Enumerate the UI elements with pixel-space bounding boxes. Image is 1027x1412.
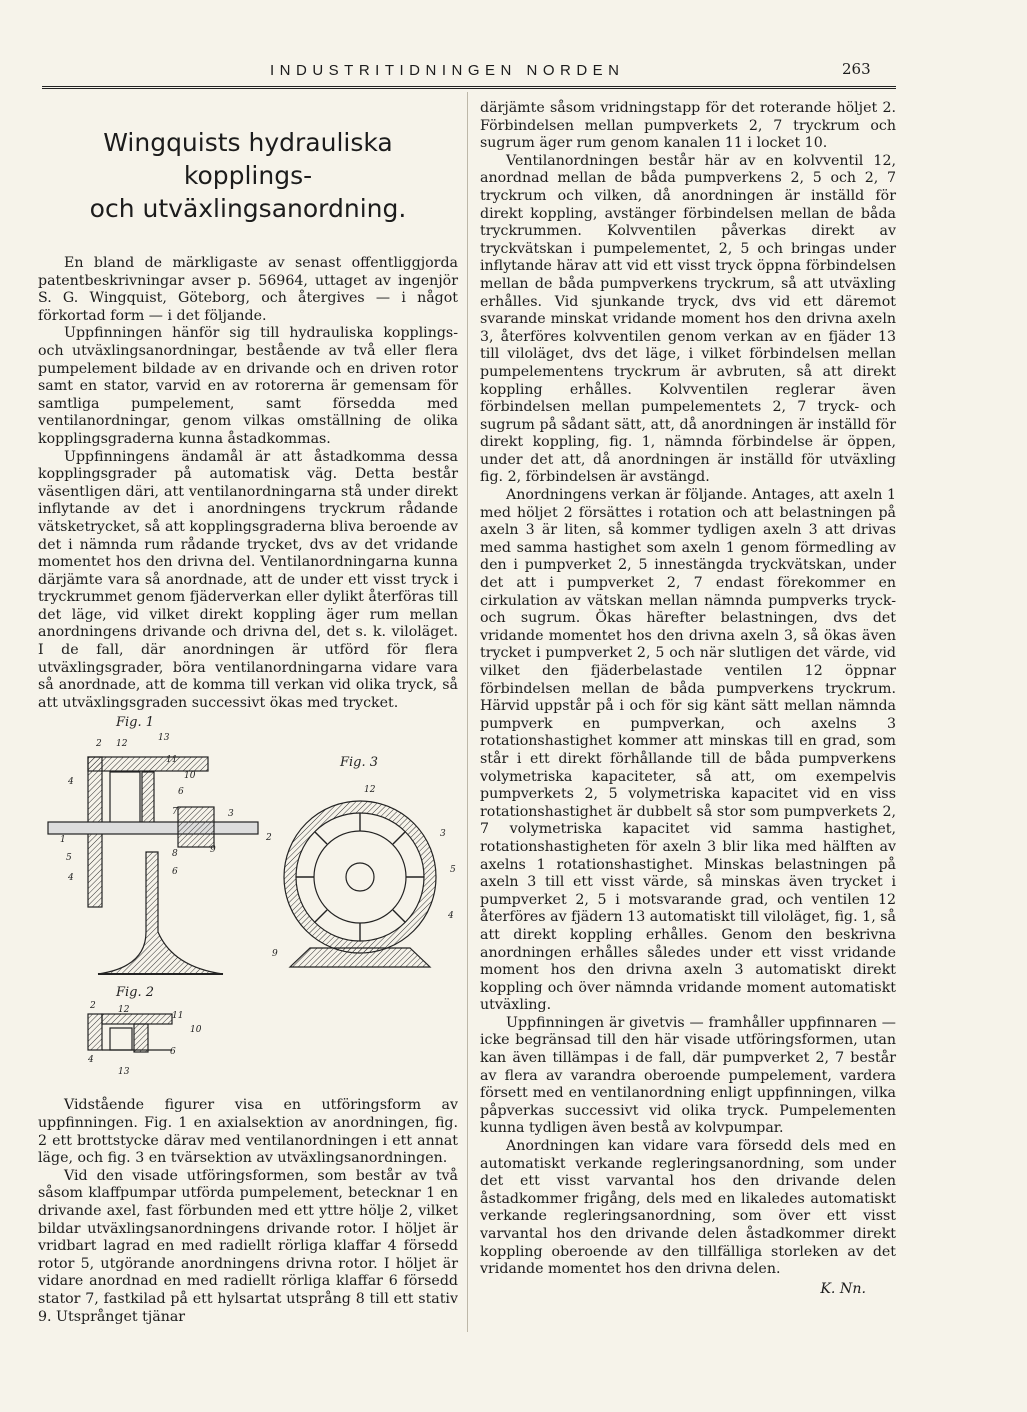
paragraph: därjämte såsom vridningstapp för det roterande höljet 2. Förbindelsen mellan pumpverkets 2, 7 tryckrum och sugrum äger rum genom kanalen 11 i locket 10. [480,100,896,152]
header-rule [42,86,896,91]
fig2-label: Fig. 2 [116,985,155,1001]
svg-text:1: 1 [60,835,66,846]
fig3-label: Fig. 3 [340,755,379,771]
paragraph: Ventilanordningen består här av en kolvventil 12, anordnad mellan de båda pumpverkens 2, 5 och 2, 7 tryckrum och vilken, då anordningen är inställd för direkt koppling, avstänger förbindelsen mellan de båda tryckrummen. Kolvventilen påverkas direkt av tryckvätskan i pumpelementet, 2, 5 och bringas under inflytande härav att vid ett visst tryck öppna förbindelsen mellan de båda pumpverkens tryckrum, så att utväxling erhålles. Vid sjunkande tryck, dvs vid ett däremot svarande minskat vridande moment hos den drivna axeln 3, återföres kolvventilen genom verkan av en fjäder 13 till viloläget, dvs det läge, i vilket förbindelsen mellan pumpelementens tryckrum är avbruten, så att direkt koppling erhålles. Kolvventilen reglerar även förbindelsen mellan pumpelementets 2, 7 tryck- och sugrum på sådant sätt, att, då anordningen är inställd för direkt koppling, fig. 1, nämnda förbindelse är öppen, under det att, då anordningen är inställd för utväxling fig. 2, förbindelsen är avstängd. [480,152,896,486]
svg-text:7: 7 [172,807,178,818]
svg-text:6: 6 [170,1047,176,1058]
article-title [38,126,458,225]
right-column [480,100,896,1298]
fig1-stator [178,807,214,847]
svg-text:12: 12 [364,785,376,796]
svg-text:2: 2 [96,739,102,750]
svg-text:9: 9 [272,949,278,960]
svg-text:13: 13 [118,1067,130,1078]
paragraph: Vidstående figurer visa en utföringsform av uppfinningen. Fig. 1 en axialsektion av anordningen, fig. 2 ett brottstycke därav med ventilanordningen i ett annat läge, och fig. 3 en tvärsektion av utväxlingsanordningen. [38,1097,458,1167]
fig1-shaft [48,822,258,834]
author-signature: K. Nn. [820,1280,866,1297]
fig1-drawing [48,757,258,974]
paragraph: Anordningen kan vidare vara försedd dels med en automatiskt verkande regleringsanordning, som under det ett visst varvantal hos den drivande delen åstadkommer frigång, dels med en likaledes automatiskt verkande regleringsanordning, som över ett visst varvantal hos den drivande delen åstadkommer direkt koppling oberoende av den tillfälliga storleken av det vridande momentet hos den drivna delen. [480,1138,896,1278]
fig3-drawing [284,801,436,967]
fig1-stand [98,852,223,974]
svg-text:10: 10 [184,771,196,782]
technical-drawings [38,712,458,1097]
paragraph: Uppfinningen hänför sig till hydrauliska kopplings- och utväxlingsanordningar, bestående av två eller flera pumpelement bildade av en drivande och en driven rotor samt en stator, varvid en av rotorerna är gemensam för samtliga pumpelement, samt försedda med ventilanordningar, genom vilkas omställning de olika kopplingsgraderna kunna åstadkommas. [38,325,458,447]
svg-text:4: 4 [88,1055,94,1066]
svg-text:4: 4 [68,777,74,788]
svg-text:10: 10 [190,1025,202,1036]
svg-text:8: 8 [172,849,178,860]
paragraph: Uppfinningens ändamål är att åstadkomma dessa kopplingsgrader på automatisk väg. Detta består väsentligen däri, att ventilanordningarna stå under direkt inflytande av det i anordningens tryckrum rådande vätsketrycket, så att kopplingsgraderna bliva beroende av det i nämnda rum rådande trycket, dvs av det vridande momentet hos den drivna del. Ventilanordningarna kunna därjämte vara så anordnade, att de under ett visst tryck i tryckrummet genom fjäderverkan eller dylikt återföras till det läge, vid vilket direkt koppling äger rum mellan anordningens drivande och drivna del, det s. k. viloläget. I de fall, där anordningen är utförd för flera utväxlingsgrader, böra ventilanordningarna vidare vara så anordnade, att de komma till verkan vid olika tryck, så att utväxlingsgraden successivt ökas med trycket. [38,448,458,711]
svg-text:12: 12 [116,739,128,750]
svg-text:6: 6 [178,787,184,798]
svg-text:6: 6 [172,867,178,878]
figure-area [38,712,458,1097]
fig1-rotor [110,772,140,827]
svg-text:11: 11 [166,755,178,766]
svg-text:9: 9 [210,845,216,856]
page-number: 263 [842,60,871,78]
svg-text:13: 13 [158,733,170,744]
svg-text:4: 4 [68,873,74,884]
paragraph: Anordningens verkan är följande. Antages, att axeln 1 med höljet 2 försättes i rotation och att belastningen på axeln 3 är liten, så kommer tydligen axeln 3 att drivas med samma hastighet som axeln 1 genom förmedling av den i pumpverket 2, 5 innestängda tryckvätskan, under det att i pumpverket 2, 7 endast förekommer en cirkulation av vätskan mellan nämnda pumpverks tryck- och sugrum. Ökas härefter belastningen, dvs det vridande momentet hos den drivna axeln 3, så ökas även trycket i pumpverket 2, 5 och när slutligen det värde, vid vilket den fjäderbelastade ventilen 12 öppnar förbindelsen mellan de båda pumpverkens tryckrum. Härvid uppstår på i och för sig känt sätt mellan nämnda pumpverk en pumpverkan, och axelns 3 rotationshastighet kommer att minskas till en grad, som står i ett direkt förhållande till de båda pumpverkens volymetriska kapaciteter, så att, om exempelvis pumpverkets 2, 5 volymetriska kapacitet vid en viss rotationshastighet är dubbelt så stor som pumpverkets 2, 7 volymetriska kapacitet vid samma hastighet, rotationshastigheten för axeln 3 blir lika med hälften av axelns 1 rotationshastighet. Minskas belastningen på axeln 3 till ett visst värde, så minskas även trycket i pumpverket 2, 5 i motsvarande grad, och ventilen 12 återföres av fjädern 13 automatiskt till viloläget, fig. 1, så att direkt koppling erhålles. Genom den beskrivna anordningen erhålles således under ett visst vridande moment hos den drivna axeln 3 automatiskt direkt koppling och över nämnda vridande moment automatiskt utväxling. [480,487,896,1014]
running-title: INDUSTRITIDNINGEN NORDEN [270,62,625,79]
fig2-drawing [88,1014,172,1052]
svg-text:4: 4 [448,911,454,922]
left-column [38,118,458,1326]
svg-text:5: 5 [66,853,72,864]
svg-text:2: 2 [90,1001,96,1012]
paragraph: En bland de märkligaste av senast offentliggjorda patentbeskrivningar avser p. 56964, uttaget av ingenjör S. G. Wingquist, Göteborg, och återgives — i något förkortad form — i det följande. [38,255,458,324]
title-line-1: Wingquists hydrauliska kopplings- [103,128,393,190]
paragraph: Vid den visade utföringsformen, som består av två såsom klaffpumpar utförda pumpelement, betecknar 1 en drivande axel, fast förbunden med ett yttre hölje 2, vilket bildar utväxlingsanordningens drivande rotor. I höljet är vridbart lagrad en med radiellt rörliga klaffar 4 försedd rotor 5, utgörande anordningens drivna rotor. I höljet är vidare anordnad en med radiellt rörliga klaffar 6 försedd stator 7, fastkilad på ett hylsartat utsprång 8 till ett stativ 9. Utsprånget tjänar [38,1167,458,1325]
svg-text:11: 11 [172,1011,184,1022]
fig1-label: Fig. 1 [116,715,155,731]
svg-text:3: 3 [228,809,234,820]
fig1-housing-top [88,757,208,771]
svg-text:5: 5 [450,865,456,876]
title-line-2: och utväxlingsanordning. [89,194,407,223]
column-divider [467,92,468,1332]
svg-text:2: 2 [266,833,272,844]
fig1-valve [142,772,154,827]
svg-text:12: 12 [118,1005,130,1016]
paragraph: Uppfinningen är givetvis — framhåller uppfinnaren — icke begränsad till den här visade utföringsformen, utan kan även tillämpas i de fall, där pumpverket 2, 7 består av flera av varandra oberoende pumpelement, vardera försett med en ventilanordning enligt uppfinningen, vilka påpverkas successivt vid olika tryck. Pumpelementen kunna tydligen även bestå av kolvpumpar. [480,1014,896,1137]
svg-text:3: 3 [440,829,446,840]
